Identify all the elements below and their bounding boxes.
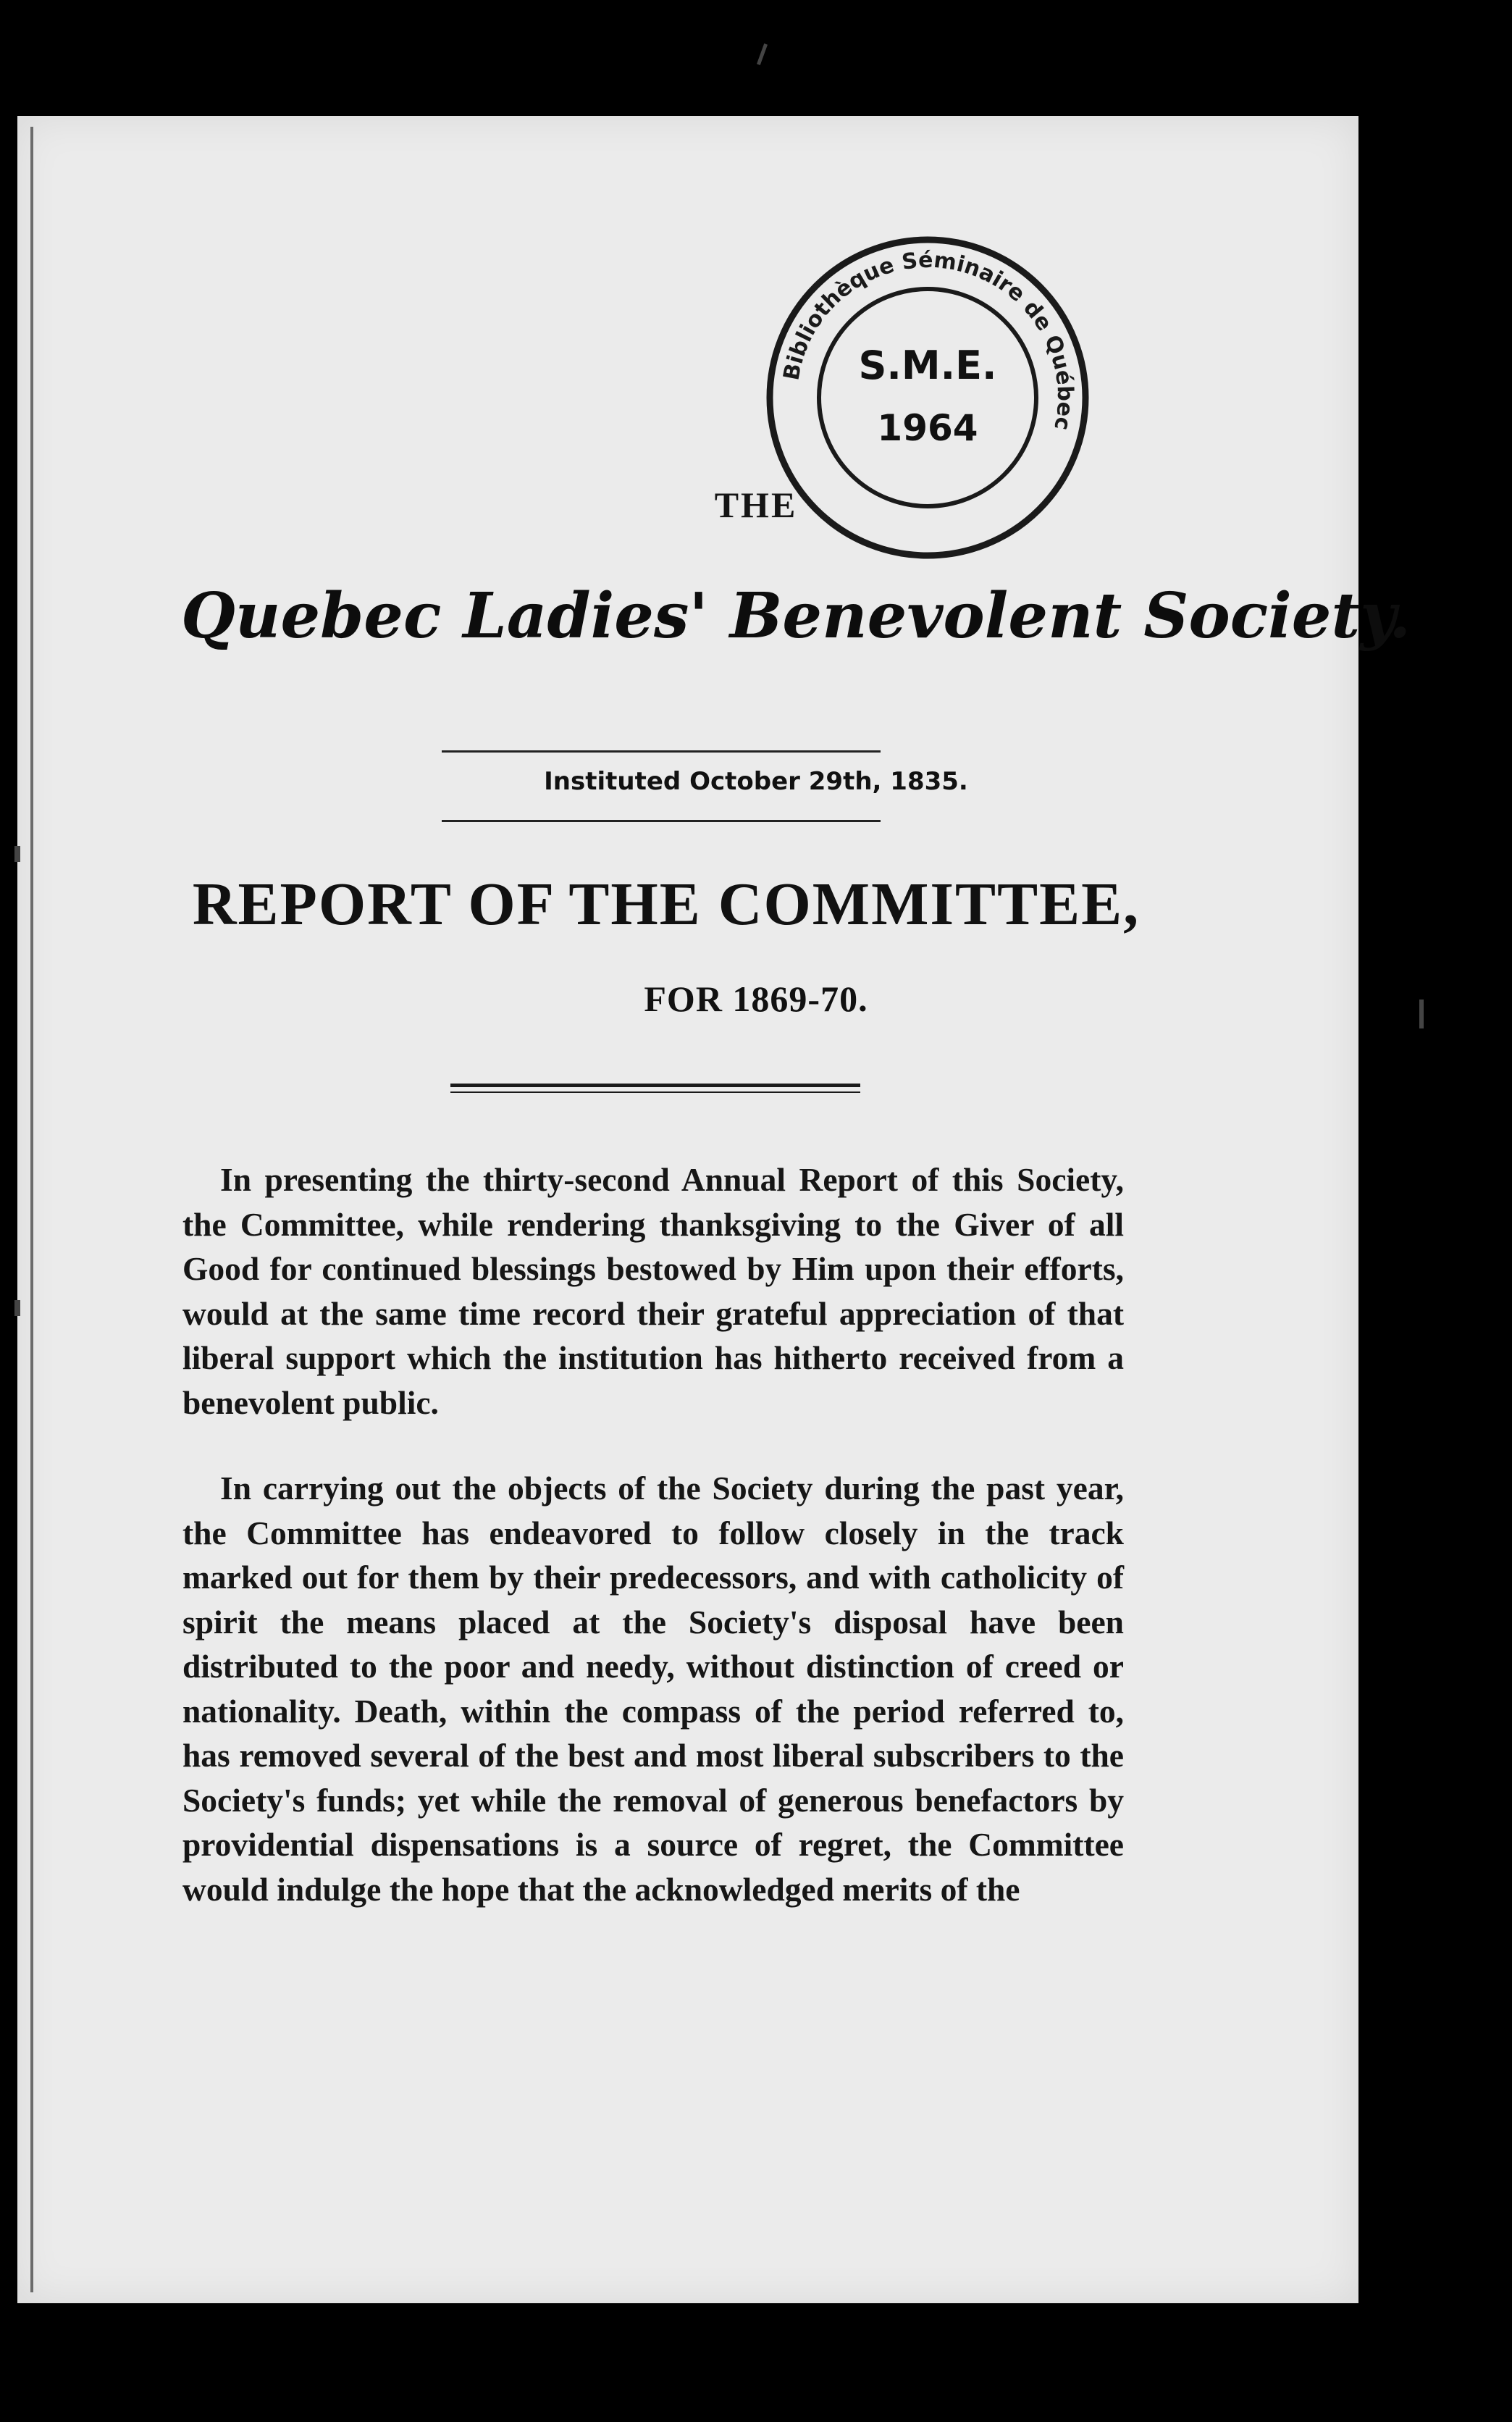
paragraph-2: In carrying out the objects of the Society during the past year, the Committee has endeavored to follow closely in the track marked out for them by their predecessors, and with catholicity of spirit the means placed at the Society's disposal have been distributed to the poor and needy, without distinction of creed or nationality. Death, within the compass of the period referred to, has removed several of the best and most liberal subscribers to the Society's funds; yet while the removal of generous benefactors by providential dispensations is a source of regret, the Committee would indulge the hope that the acknowledged merits of the <box>182 1470 1124 1908</box>
rule-above-instituted <box>442 750 881 753</box>
double-rule-divider <box>450 1084 860 1093</box>
scan-speck <box>1419 1000 1424 1028</box>
stamp-ring-text: Bibliothèque Séminaire de Québec <box>778 247 1078 432</box>
instituted-date: Instituted October 29th, 1835. <box>544 767 968 796</box>
stamp-center-line1: S.M.E. <box>858 343 997 388</box>
margin-mark <box>14 1300 20 1316</box>
report-heading: REPORT OF THE COMMITTEE, <box>192 871 1141 938</box>
title-prefix: THE <box>714 485 798 525</box>
stamp-center-year: 1964 <box>877 407 978 449</box>
margin-mark <box>14 846 20 862</box>
page-binding-edge <box>30 127 33 2292</box>
report-years: FOR 1869-70. <box>644 979 868 1019</box>
scan-speck <box>757 43 768 65</box>
paragraph-1: In presenting the thirty-second Annual Report of this Society, the Committee, while rendering thanksgiving to the Giver of all Good for continued blessings bestowed by Him upon their efforts, would at the same time record their grateful appreciation of that liberal support which the institution has hitherto received from a benevolent public. <box>182 1161 1124 1421</box>
rule-below-instituted <box>442 820 881 822</box>
society-title: Quebec Ladies' Benevolent Society. <box>181 579 1411 653</box>
